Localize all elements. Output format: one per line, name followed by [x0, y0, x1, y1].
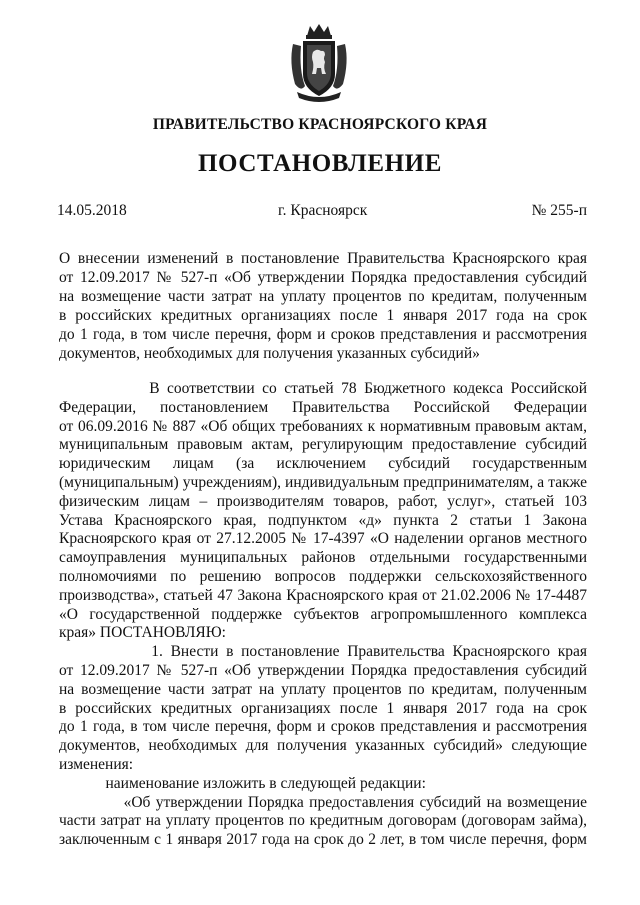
body-line: заключенным с 1 января 2017 года на срок до 2 лет, в том числе перечня, форм [59, 831, 587, 849]
body-line: муниципальным правовым актам, регулирующим предоставление субсидий [59, 436, 587, 454]
body-line: изменения: [59, 755, 134, 773]
body-line: на возмещение части затрат на уплату процентов по кредитам, полученным [59, 680, 587, 698]
krasnoyarsk-coat-of-arms-icon [287, 22, 351, 104]
document-meta [57, 202, 587, 222]
body-line: в российских кредитных организациях после 1 января 2017 года на срок [59, 699, 587, 717]
document-body [59, 380, 587, 850]
body-line: Федерации, постановлением Правительства Российской Федерации [59, 398, 587, 416]
subject-line: документов, необходимых для получения указанных субсидий» [59, 345, 480, 362]
body-line: Устава Красноярского края, подпунктом «д» пункта 2 статьи 1 Закона [59, 511, 587, 529]
body-line: от 12.09.2017 № 527-п «Об утверждении Порядка предоставления субсидий [59, 661, 587, 679]
body-line: 1. Внести в постановление Правительства Красноярского края [59, 643, 587, 661]
body-line: полномочиями по решению вопросов поддержки сельскохозяйственного [59, 567, 587, 585]
body-line: В соответствии со статьей 78 Бюджетного кодекса Российской [59, 380, 587, 397]
body-line: (муниципальным) учреждениям), индивидуальным предпринимателям, а также [59, 473, 587, 491]
body-line: от 06.09.2016 № 887 «Об общих требованиях к нормативным правовым актам, [59, 417, 587, 435]
body-line: «Об утверждении Порядка предоставления субсидий на возмещение [59, 793, 587, 811]
document-subject [59, 249, 587, 363]
body-line: самоуправления муниципальных районов отдельными государственными [59, 549, 587, 567]
body-line: физическим лицам – производителям товаров, работ, услуг», статьей 103 [59, 492, 587, 510]
subject-line: в российских кредитных организациях после 1 января 2017 года на срок [59, 307, 587, 324]
body-line: производства», статьей 47 Закона Красноярского края от 21.02.2006 № 17-4487 [59, 586, 587, 604]
body-line: до 1 года, в том числе перечня, форм и сроков представления и рассмотрения [59, 718, 587, 736]
body-line: наименование изложить в следующей редакции: [59, 774, 426, 792]
document-date: 14.05.2018 [57, 202, 127, 219]
body-line: Красноярского края от 27.12.2005 № 17-4397 «О наделении органов местного [59, 530, 587, 548]
subject-line: на возмещение части затрат на уплату процентов по кредитам, полученным [59, 288, 587, 305]
body-line: юридическим лицам (за исключением субсидий государственным [59, 455, 587, 473]
body-line: части затрат на уплату процентов по кредитным договорам (договорам займа), [59, 812, 587, 830]
government-title: ПРАВИТЕЛЬСТВО КРАСНОЯРСКОГО КРАЯ [152, 116, 488, 133]
subject-line: до 1 года, в том числе перечня, форм и сроков представления и рассмотрения [59, 326, 587, 343]
document-number: № 255-п [531, 202, 587, 219]
body-line: края» ПОСТАНОВЛЯЮ: [59, 624, 226, 642]
subject-line: О внесении изменений в постановление Правительства Красноярского края [59, 250, 587, 267]
document-type-title: ПОСТАНОВЛЕНИЕ [197, 150, 443, 177]
body-line: документов, необходимых для получения указанных субсидий» следующие [59, 737, 587, 755]
subject-line: от 12.09.2017 № 527-п «Об утверждении Порядка предоставления субсидий [59, 269, 587, 286]
document-city: г. Красноярск [278, 202, 368, 219]
body-line: «О государственной поддержке субъектов агропромышленного комплекса [59, 605, 587, 623]
